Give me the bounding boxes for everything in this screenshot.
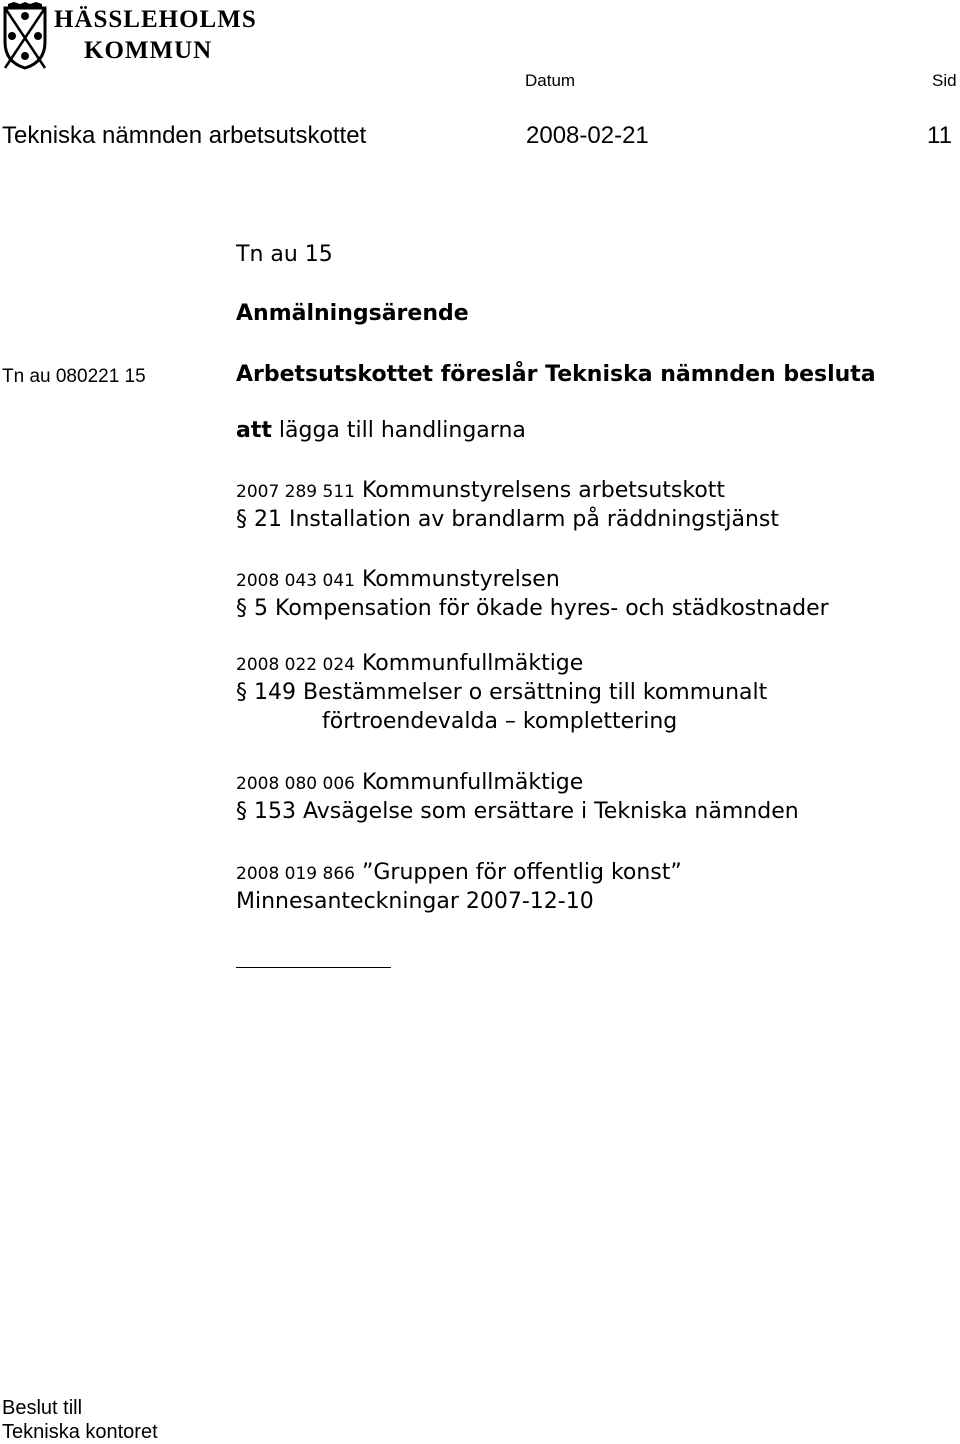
list-item bbox=[236, 651, 583, 676]
organization-name-line2: KOMMUN bbox=[84, 37, 213, 64]
coat-of-arms-icon bbox=[2, 2, 48, 70]
paragraph-sign-icon: § bbox=[236, 680, 247, 705]
decision-line bbox=[236, 418, 526, 443]
sid-label: Sid bbox=[932, 71, 957, 90]
case-number: 2008 043 041 bbox=[236, 571, 355, 591]
municipality-logo bbox=[0, 0, 257, 72]
case-number: 2007 289 511 bbox=[236, 482, 355, 502]
att-keyword: att bbox=[236, 418, 272, 443]
separator-line bbox=[236, 967, 391, 968]
page-number: 11 bbox=[927, 122, 952, 149]
issuing-body: Kommunstyrelsen bbox=[361, 567, 560, 592]
datum-label: Datum bbox=[525, 71, 576, 90]
case-number: 2008 019 866 bbox=[236, 864, 355, 884]
decision-text: lägga till handlingarna bbox=[278, 418, 526, 443]
section-continuation: förtroendevalda – komplettering bbox=[322, 709, 678, 734]
paragraph-sign-icon: § bbox=[236, 799, 247, 824]
issuing-body: Kommunfullmäktige bbox=[361, 651, 584, 676]
paragraph-sign-icon: § bbox=[236, 596, 247, 621]
committee-name: Tekniska nämnden arbetsutskottet bbox=[2, 122, 367, 149]
list-item bbox=[236, 860, 682, 885]
issuing-body: Kommunfullmäktige bbox=[361, 770, 584, 795]
paragraph-reference: Tn au 15 bbox=[236, 242, 333, 267]
notes-title: Minnesanteckningar 2007-12-10 bbox=[236, 889, 594, 914]
section-text: 153 Avsägelse som ersättare i Tekniska nämnden bbox=[254, 799, 799, 824]
issuing-body: Kommunstyrelsens arbetsutskott bbox=[361, 478, 726, 503]
proposal-text: Arbetsutskottet föreslår Tekniska nämnden besluta bbox=[236, 362, 876, 387]
list-item bbox=[236, 567, 560, 592]
issuing-body: ”Gruppen för offentlig konst” bbox=[361, 860, 682, 885]
organization-name-line1: HÄSSLEHOLMS bbox=[54, 6, 257, 33]
meeting-date: 2008-02-21 bbox=[526, 122, 649, 149]
list-item bbox=[236, 770, 583, 795]
section-text: 21 Installation av brandlarm på räddningstjänst bbox=[254, 507, 779, 532]
section-line bbox=[236, 680, 767, 705]
paragraph-sign-icon: § bbox=[236, 507, 247, 532]
section-line bbox=[236, 507, 779, 532]
distribution-recipient: Tekniska kontoret bbox=[2, 1421, 158, 1443]
case-number: 2008 080 006 bbox=[236, 774, 355, 794]
section-text: 5 Kompensation för ökade hyres- och städkostnader bbox=[254, 596, 829, 621]
section-line bbox=[236, 799, 799, 824]
section-text: 149 Bestämmelser o ersättning till kommunalt bbox=[254, 680, 768, 705]
item-heading: Anmälningsärende bbox=[236, 301, 469, 326]
list-item bbox=[236, 478, 725, 503]
case-number: 2008 022 024 bbox=[236, 655, 355, 675]
section-line bbox=[236, 596, 829, 621]
distribution-label: Beslut till bbox=[2, 1397, 83, 1419]
margin-reference: Tn au 080221 15 bbox=[2, 366, 146, 387]
